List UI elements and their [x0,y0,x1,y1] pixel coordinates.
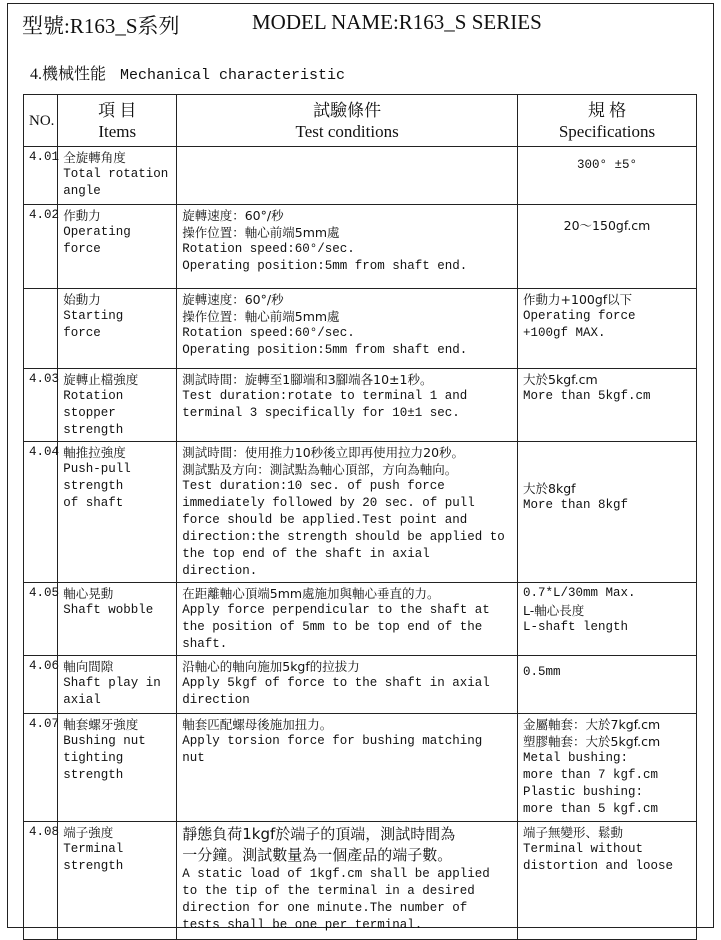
specification-cell [518,289,697,369]
row-number: 4.05 [24,583,58,656]
test-condition-cell-line: to the tip of the terminal in a desired [182,884,475,898]
test-condition-cell-line: Test duration:10 sec. of push force [182,479,445,493]
test-condition-cell-line: 測試點及方向：測試點為軸心頂部，方向為軸向。 [182,462,458,477]
specification-cell [518,369,697,442]
test-condition-cell [177,369,518,442]
test-condition-cell-line: nut [182,751,205,765]
item-cell [58,205,177,289]
specification-cell [518,205,697,289]
item-cell-line: Push-pull [63,462,131,476]
item-cell-line: 始動力 [63,292,101,307]
test-condition-cell-line: tests shall be one per terminal. [182,918,423,932]
specification-cell-line: +100gf MAX. [523,326,606,340]
item-cell-line: Shaft play in [63,676,161,690]
item-cell-line: Shaft wobble [63,603,154,617]
specification-cell-line: More than 8kgf [523,498,629,512]
specification-cell [518,583,697,656]
test-condition-cell [177,656,518,714]
test-condition-cell-line: Rotation speed:60°/sec. [182,326,355,340]
item-cell-line: strength [63,479,124,493]
title-chinese: 型號:R163_S系列 [22,14,180,38]
item-cell-line: 全旋轉角度 [63,150,126,165]
test-condition-cell-line: 一分鐘。測試數量為一個產品的端子數。 [182,846,453,864]
row-number [24,289,58,369]
specification-cell-line: 端子無變形、鬆動 [523,825,624,840]
item-cell-line: Total rotation [63,167,169,181]
specification-cell [518,656,697,714]
specification-cell [518,822,697,940]
item-cell-line: strength [63,768,124,782]
item-cell-line: Terminal [63,842,124,856]
test-condition-cell-line: A static load of 1kgf.cm shall be applied [182,867,490,881]
specification-cell-line: Metal bushing: [523,751,629,765]
specification-cell-line: 300° ±5° [577,158,638,172]
item-cell-line: angle [63,184,101,198]
item-cell-line: Rotation stopper [63,389,124,420]
section-title-english: Mechanical characteristic [120,67,346,84]
test-condition-cell-line: direction for one minute.The number of [182,901,468,915]
item-cell-line: strength [63,423,124,437]
table-row [24,714,697,822]
test-condition-cell-line: 測試時間：使用推力10秒後立即再使用拉力20秒。 [182,445,465,460]
specification-cell [518,147,697,205]
header-test-conditions: 試驗條件 Test conditions [177,95,518,147]
specification-cell-line: more than 7 kgf.cm [523,768,659,782]
item-cell [58,289,177,369]
test-condition-cell [177,205,518,289]
item-cell-line: of shaft [63,496,124,510]
test-condition-cell-line: terminal 3 specifically for 10±1 sec. [182,406,460,420]
table-row [24,289,697,369]
specification-cell-line: 大於8kgf [523,481,576,496]
test-condition-cell [177,289,518,369]
item-cell [58,656,177,714]
test-condition-cell-line: Apply torsion force for bushing matching [182,734,483,748]
table-row [24,656,697,714]
test-condition-cell-line: Operating position:5mm from shaft end. [182,259,468,273]
row-number: 4.01 [24,147,58,205]
specification-cell-line: 0.5mm [523,665,561,679]
test-condition-cell-line: shaft. [182,637,228,651]
header-items: 項 目 Items [58,95,177,147]
row-number: 4.03 [24,369,58,442]
test-condition-cell-line: 操作位置：軸心前端5mm處 [182,225,340,240]
table-row [24,205,697,289]
table-row [24,822,697,940]
header-no: NO. [24,95,58,147]
specification-cell-line: More than 5kgf.cm [523,389,651,403]
test-condition-cell [177,583,518,656]
item-cell-line: tighting [63,751,124,765]
specification-cell-line: Terminal without [523,842,644,856]
section-title-chinese: 4.機械性能 [30,66,107,83]
specification-cell [518,442,697,583]
test-condition-cell-line: 操作位置：軸心前端5mm處 [182,309,340,324]
test-condition-cell-line: Operating position:5mm from shaft end. [182,343,468,357]
item-cell-line: 軸套螺牙強度 [63,717,139,732]
test-condition-cell-line: Apply 5kgf of force to the shaft in axial [182,676,490,690]
item-cell-line: force [63,242,101,256]
row-number: 4.02 [24,205,58,289]
specification-cell-line: 塑膠軸套：大於5kgf.cm [523,734,661,749]
test-condition-cell-line: 靜態負荷1kgf於端子的頂端，測試時間為 [182,825,456,843]
item-cell-line: 作動力 [63,208,101,223]
item-cell-line: Bushing nut [63,734,146,748]
specification-cell-line: L-軸心長度 [523,603,585,618]
test-condition-cell-line: Rotation speed:60°/sec. [182,242,355,256]
specification-cell-line: 20～150gf.cm [563,218,651,233]
test-condition-cell-line: Test duration:rotate to terminal 1 and [182,389,468,403]
item-cell [58,369,177,442]
item-cell [58,583,177,656]
test-condition-cell [177,714,518,822]
item-cell [58,442,177,583]
specification-cell-line: more than 5 kgf.cm [523,802,659,816]
row-number: 4.07 [24,714,58,822]
section-heading [30,61,345,84]
test-condition-cell-line: the top end of the shaft in axial direction. [182,547,430,578]
mechanical-spec-table [23,94,697,940]
table-row [24,147,697,205]
item-cell [58,147,177,205]
specification-cell-line: L-shaft length [523,620,629,634]
specification-cell-line: 作動力+100gf以下 [523,292,633,307]
test-condition-cell-line: 軸套匹配螺母後施加扭力。 [182,717,333,732]
test-condition-cell [177,822,518,940]
test-condition-cell [177,442,518,583]
row-number: 4.04 [24,442,58,583]
specification-cell-line: 0.7*L/30mm Max. [523,586,636,600]
title-english: MODEL NAME:R163_S SERIES [252,10,542,34]
item-cell-line: 軸推拉強度 [63,445,126,460]
specification-cell [518,714,697,822]
test-condition-cell-line: direction:the strength should be applied to [182,530,505,544]
specification-cell-line: 大於5kgf.cm [523,372,598,387]
test-condition-cell-line: 旋轉速度：60°/秒 [182,208,284,223]
item-cell [58,714,177,822]
table-row [24,369,697,442]
test-condition-cell-line: force should be applied.Test point and [182,513,468,527]
document-title [22,10,542,40]
item-cell-line: 端子強度 [63,825,114,840]
test-condition-cell-line: immediately followed by 20 sec. of pull [182,496,475,510]
test-condition-cell-line: Apply force perpendicular to the shaft at [182,603,490,617]
item-cell-line: axial [63,693,101,707]
test-condition-cell-line: 在距離軸心頂端5mm處施加與軸心垂直的力。 [182,586,440,601]
table-row [24,442,697,583]
row-number: 4.06 [24,656,58,714]
item-cell-line: 軸向間隙 [63,659,114,674]
item-cell-line: Operating [63,225,131,239]
item-cell-line: 軸心晃動 [63,586,114,601]
test-condition-cell-line: direction [182,693,250,707]
test-condition-cell-line: 測試時間：旋轉至1腳端和3腳端各10±1秒。 [182,372,433,387]
item-cell [58,822,177,940]
test-condition-cell [177,147,518,205]
specification-cell-line: 金屬軸套：大於7kgf.cm [523,717,661,732]
test-condition-cell-line: the position of 5mm to be top end of the [182,620,483,634]
item-cell-line: Starting [63,309,124,323]
header-specifications: 規 格 Specifications [518,95,697,147]
table-row [24,583,697,656]
test-condition-cell-line: 旋轉速度：60°/秒 [182,292,284,307]
specification-cell-line: distortion and loose [523,859,674,873]
specification-cell-line: Operating force [523,309,636,323]
item-cell-line: strength [63,859,124,873]
item-cell-line: 旋轉止檔強度 [63,372,139,387]
row-number: 4.08 [24,822,58,940]
specification-cell-line: Plastic bushing: [523,785,644,799]
item-cell-line: force [63,326,101,340]
test-condition-cell-line: 沿軸心的軸向施加5kgf的拉拔力 [182,659,360,674]
table-header-row [24,95,697,147]
